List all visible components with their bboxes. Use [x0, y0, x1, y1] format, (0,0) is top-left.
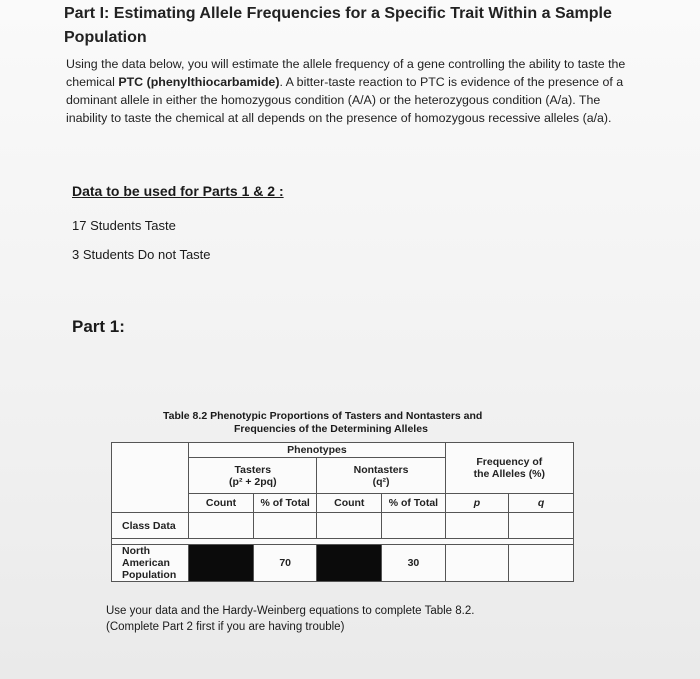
footer-line2: (Complete Part 2 first if you are having trouble) [106, 621, 345, 633]
north-american-label: North American Population [112, 545, 189, 582]
class-data-label: Class Data [112, 513, 189, 539]
na-tasters-count-blackout [189, 545, 254, 582]
intro-bold-ptc: PTC (phenylthiocarbamide) [118, 75, 280, 89]
north-american-row [112, 545, 574, 582]
students-taste: 17 Students Taste [72, 218, 176, 233]
tasters-pct-header: % of Total [253, 494, 317, 513]
p-header: p [445, 494, 509, 513]
class-q-cell[interactable] [509, 513, 574, 539]
data-heading: Data to be used for Parts 1 & 2 : [72, 183, 284, 199]
table-header-row-1 [112, 443, 574, 458]
intro-text-1: Using the data below, you will estimate the allele frequency of a gene controlling the ability to taste the chemical [66, 57, 626, 89]
na-tasters-pct: 70 [253, 545, 317, 582]
table-caption-line1: Table 8.2 Phenotypic Proportions of Tasters and Nontasters and [163, 410, 483, 422]
tasters-header: Tasters (p² + 2pq) [189, 458, 317, 494]
class-tasters-count-cell[interactable] [189, 513, 254, 539]
table-caption-line2: Frequencies of the Determining Alleles [234, 423, 428, 435]
class-nontasters-count-cell[interactable] [317, 513, 382, 539]
nontasters-count-header: Count [317, 494, 382, 513]
nontasters-pct-header: % of Total [382, 494, 446, 513]
q-header: q [509, 494, 574, 513]
phenotype-table [111, 442, 574, 582]
students-not-taste: 3 Students Do not Taste [72, 247, 211, 262]
class-data-row [112, 513, 574, 539]
corner-cell [112, 443, 189, 513]
class-nontasters-pct-cell[interactable] [382, 513, 446, 539]
footer-instructions [106, 603, 526, 635]
intro-paragraph [66, 55, 626, 127]
nontasters-header: Nontasters (q²) [317, 458, 445, 494]
phenotypes-header: Phenotypes [189, 443, 446, 458]
intro-text-2: . A bitter-taste reaction to PTC is evidence of the presence of a dominant allele in either the homozygous condition (A/A) or the heterozygous condition (A/a). The inability to taste the chemical at all depends on the presence of homozygous recessive alleles (a/a). [66, 75, 624, 125]
na-p-cell[interactable] [445, 545, 509, 582]
frequency-header: Frequency of the Alleles (%) [445, 443, 573, 494]
na-nontasters-pct: 30 [382, 545, 446, 582]
na-q-cell[interactable] [509, 545, 574, 582]
class-tasters-pct-cell[interactable] [253, 513, 317, 539]
part1-heading: Part 1: [72, 317, 125, 336]
class-p-cell[interactable] [445, 513, 509, 539]
page-title: Part I: Estimating Allele Frequencies for a Specific Trait Within a Sample Population [64, 5, 612, 46]
na-nontasters-count-blackout [317, 545, 382, 582]
table-caption [163, 410, 563, 436]
footer-line1: Use your data and the Hardy-Weinberg equations to complete Table 8.2. [106, 605, 475, 617]
tasters-count-header: Count [189, 494, 254, 513]
